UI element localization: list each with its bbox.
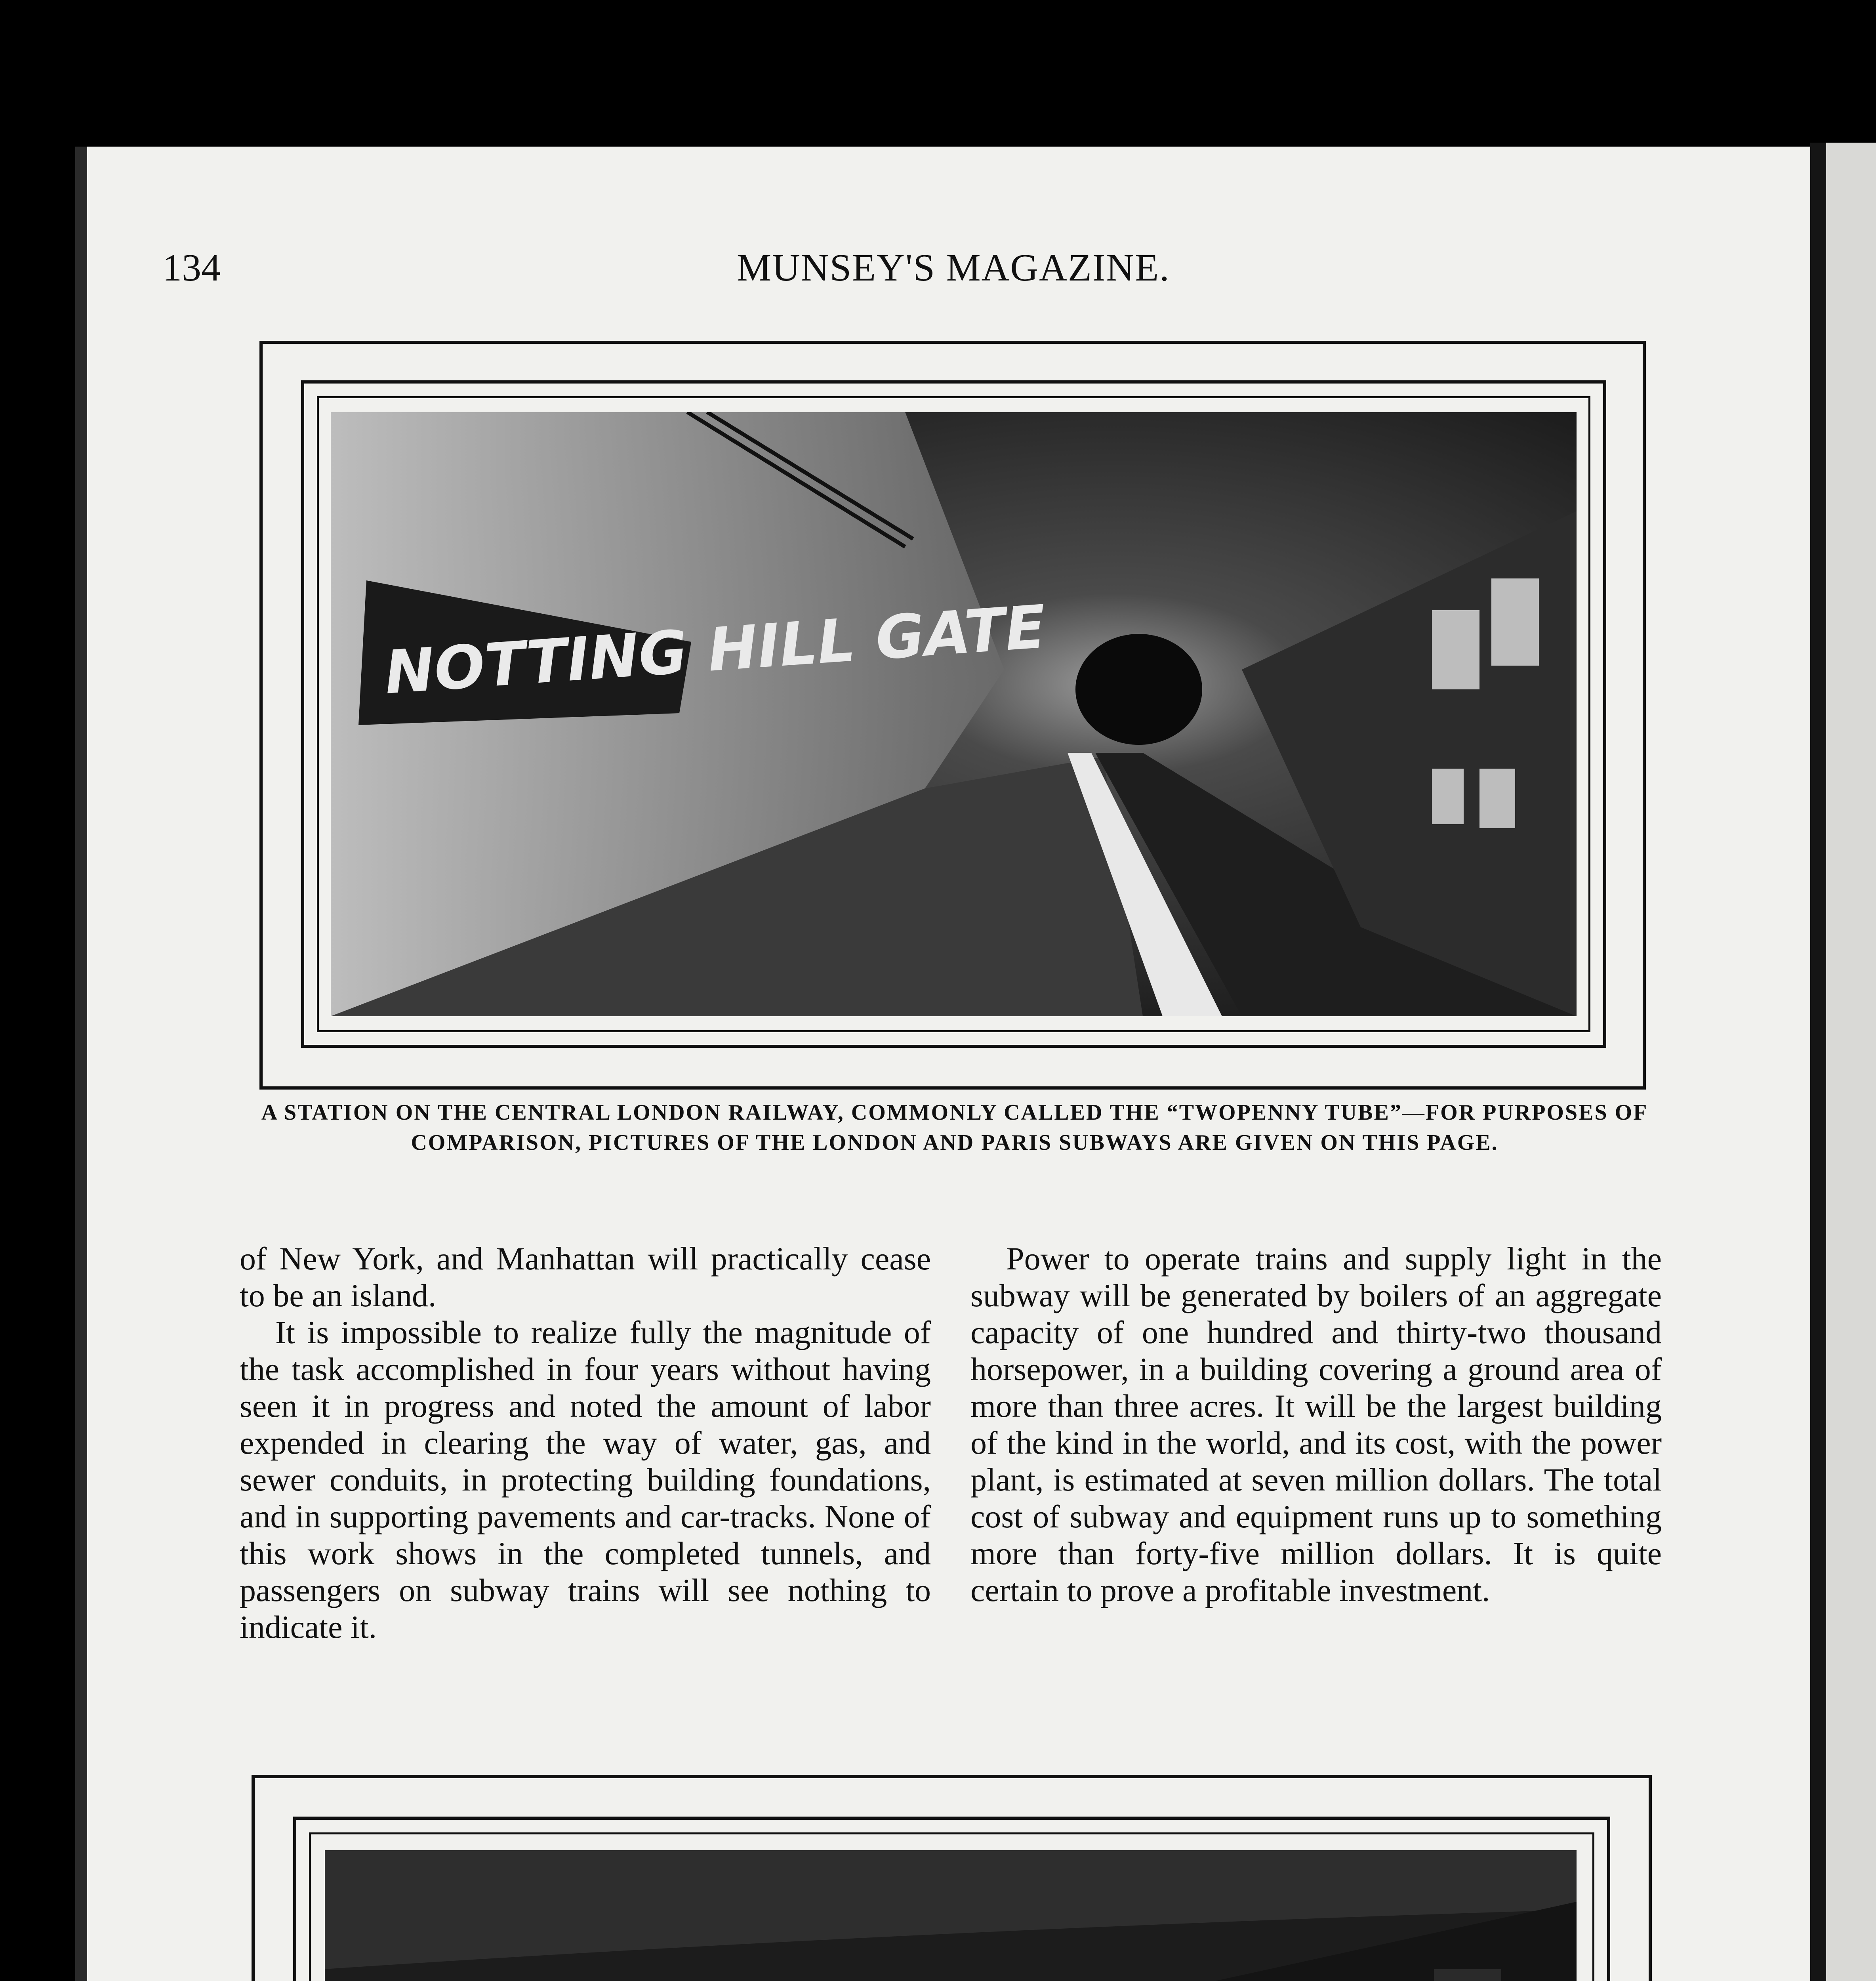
left-paragraph-2: It is impossible to realize fully the magnitude of the task accomplished in four years without having seen it in progress and noted the amount of labor expended in clearing the way of water, gas, and sewer conduits, in protecting building foundations, and in supporting pavements and car-tracks. None of this work shows in the completed tunnels, and passengers on subway trains will see nothing to indicate it. xyxy=(240,1314,931,1645)
vincennes-station-photo xyxy=(325,1850,1577,1981)
running-title: MUNSEY'S MAGAZINE. xyxy=(737,246,1170,289)
notting-hill-gate-sign: NOTTING HILL GATE xyxy=(382,592,1048,708)
next-page-edge xyxy=(1810,143,1876,1981)
right-paragraph-1: Power to operate trains and supply light in the subway will be generated by boilers of an aggregate capacity of one hundred and thirty-two thousand horsepower, in a building covering a ground area of more than three acres. It will be the largest building of the kind in the world, and its cost, with the power plant, is estimated at seven million dollars. The total cost of subway and equipment runs up to something more than forty-five million dollars. It is quite certain to prove a profitable investment. xyxy=(970,1241,1662,1608)
page-number: 134 xyxy=(162,246,221,289)
left-column xyxy=(240,1240,931,1645)
notting-hill-gate-photo xyxy=(331,412,1577,1016)
right-column xyxy=(970,1240,1662,1609)
top-figure-caption: A STATION ON THE CENTRAL LONDON RAILWAY, COMMONLY CALLED THE “TWOPENNY TUBE”—FOR PURPOSES OF COMPARISON, PICTURES OF THE LONDON AND PARIS SUBWAYS ARE GIVEN ON THIS PAGE. xyxy=(261,1100,1648,1155)
left-paragraph-1: of New York, and Manhattan will practically cease to be an island. xyxy=(240,1241,931,1313)
